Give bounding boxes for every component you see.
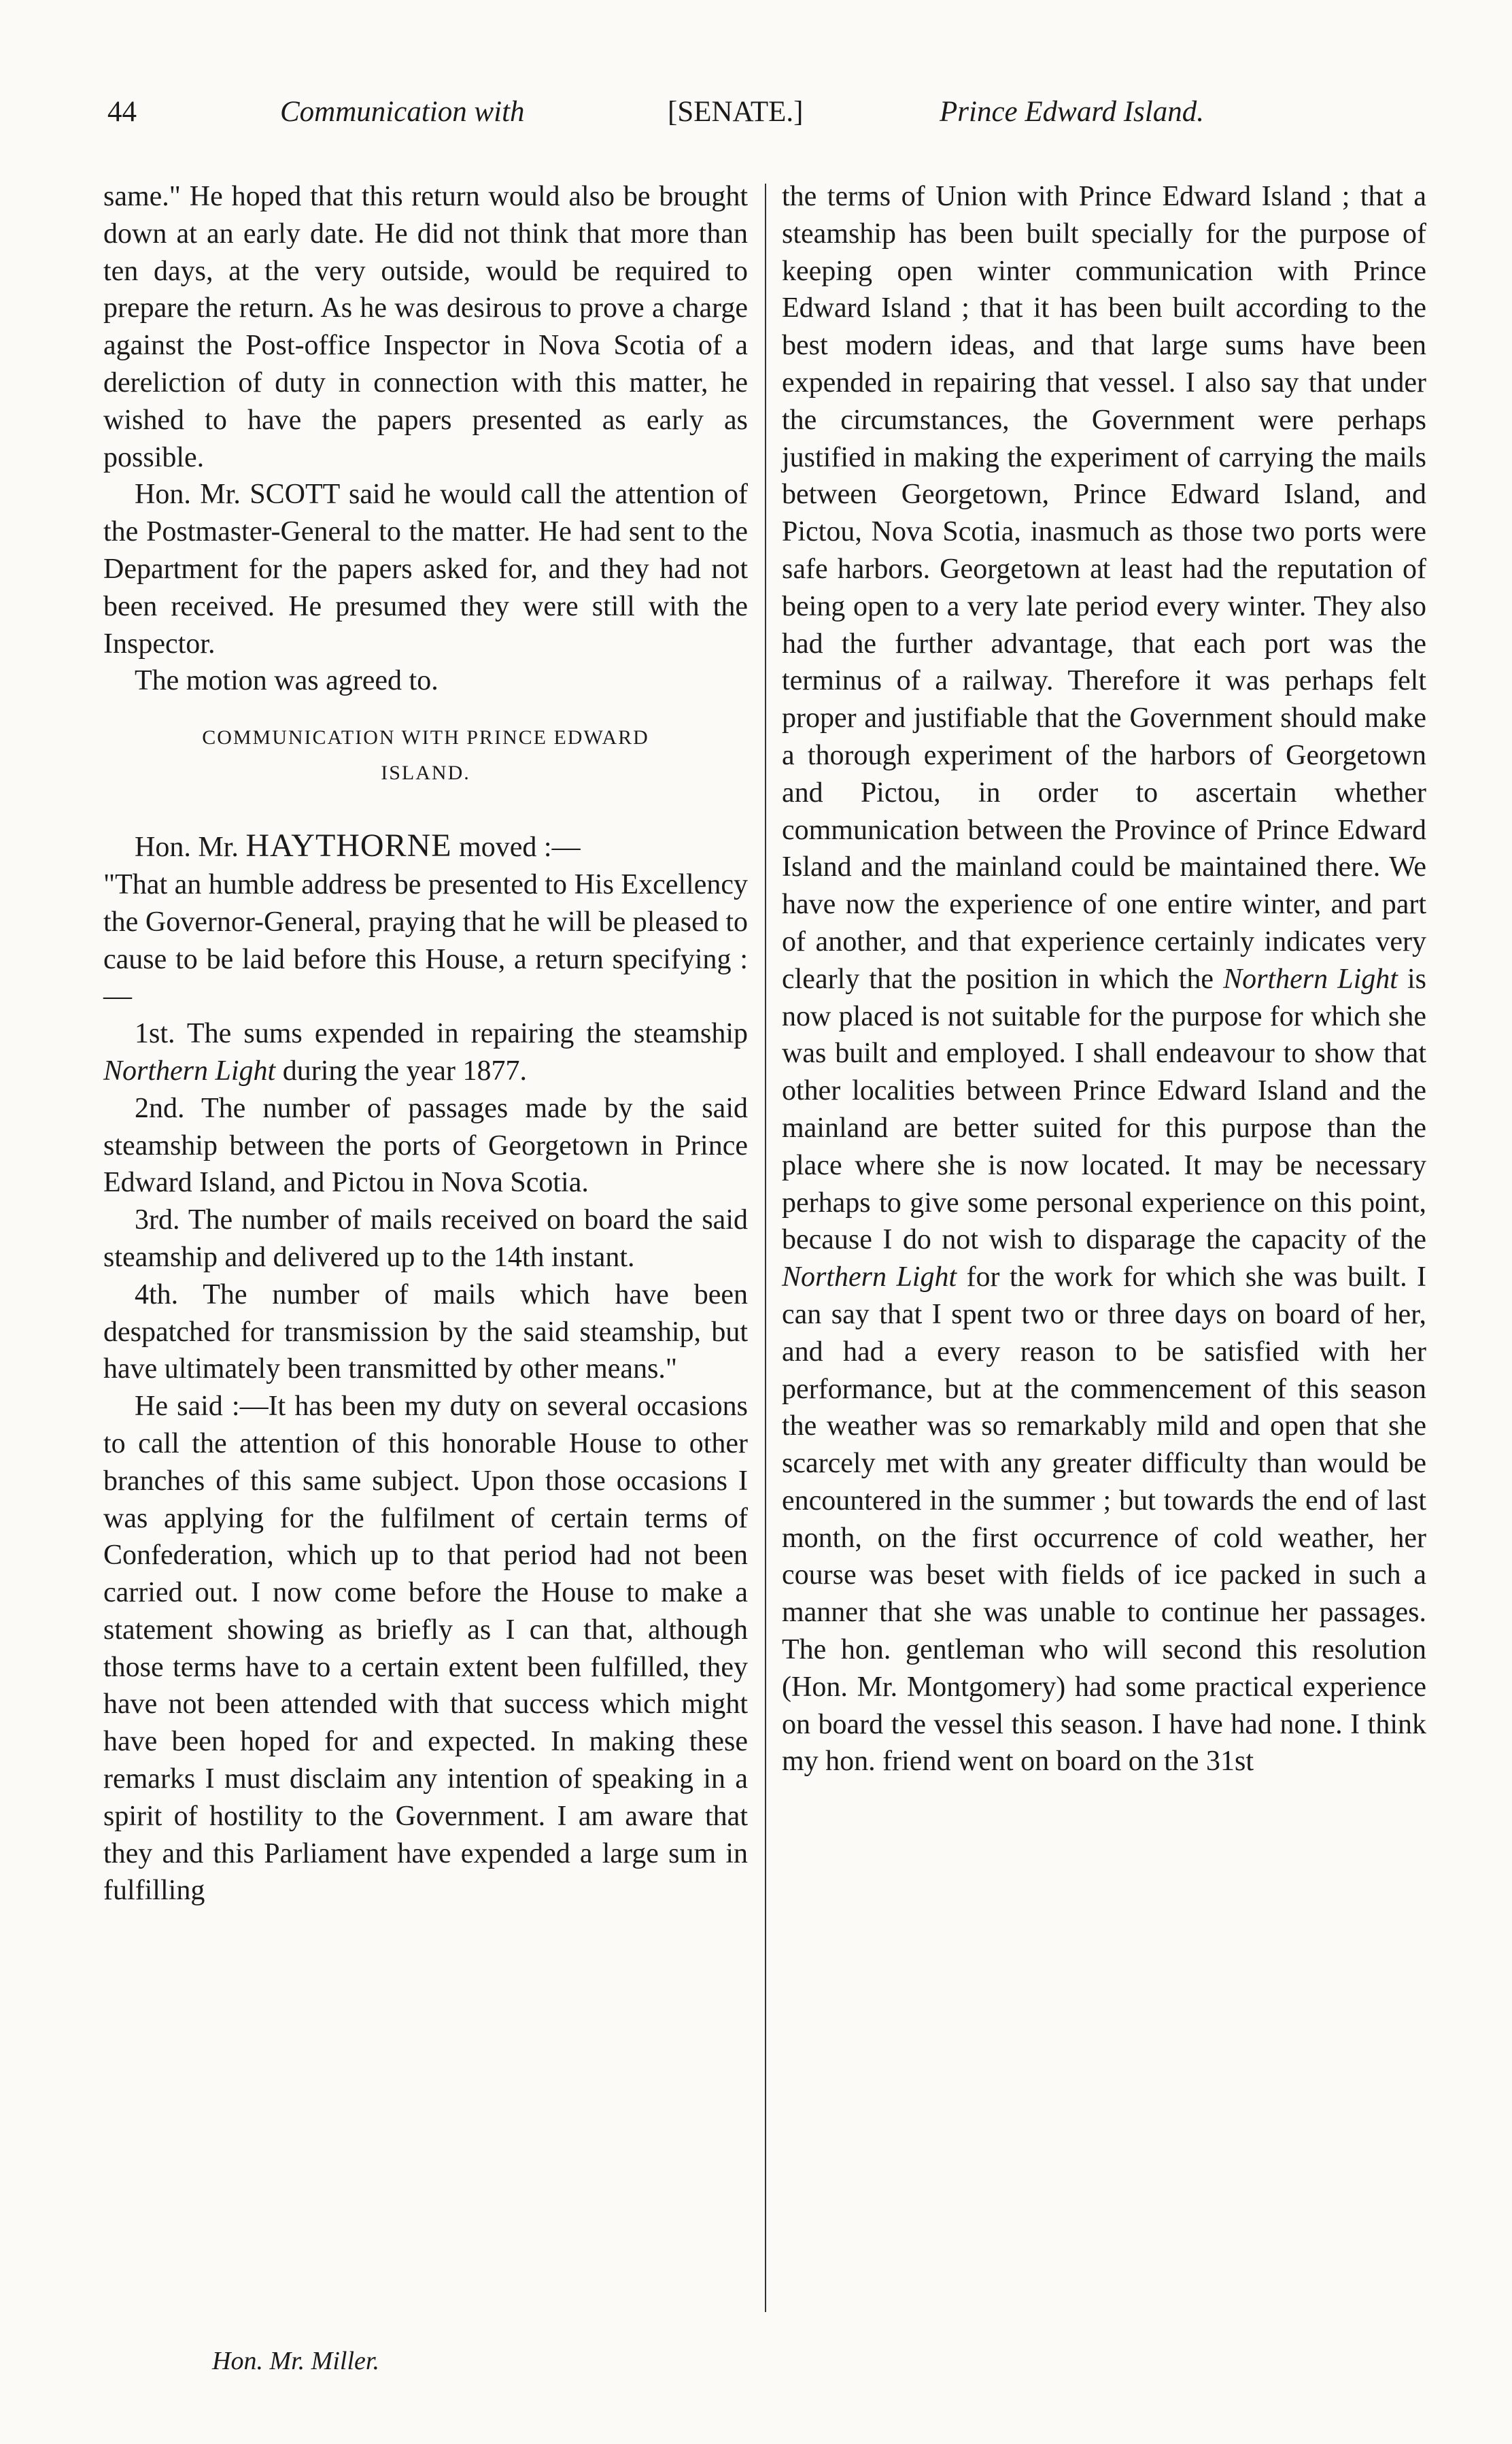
motion-speaker-prefix: Hon. Mr. <box>135 832 246 864</box>
catchword: Hon. Mr. Miller. <box>212 2347 379 2375</box>
right-text-c: for the work for which she was built. I can say that I spent two or three days on board of her, and had a every reason to be satisfied with her performance, but at the commencement of this season the weather was so remarkably mild and open that she scarcely met with any greater difficulty than would be encountered in the summer ; but towards the end of last month, on the first occurrence of cold weather, her course was beset with fields of ice packed in such a manner that she was unable to continue her passages. The hon. gentleman who will second this resolution (Hon. Mr. Montgomery) had some practical experience on board the vessel this season. I have had none. I think my hon. friend went on board on the 31st <box>782 1261 1426 1778</box>
column-divider <box>765 184 766 2312</box>
motion-item-4: 4th. The number of mails which have been despatched for transmission by the said steamship, but have ultimately been transmitted by other means." <box>103 1278 748 1385</box>
motion-speaker-suffix: moved :— <box>451 832 581 864</box>
right-text-a: the terms of Union with Prince Edward Island ; that a steamship has been built specially for the purpose of keeping open winter communication with Prince Edward Island ; that it has been built according to the best modern ideas, and that large sums have been expended in repairing that vessel. I also say that under the circumstances, the Government were perhaps justified in making the experiment of carrying the mails between Georgetown, Prince Edward Island, and Pictou, Nova Scotia, inasmuch as those two ports were safe harbors. Georgetown at least had the reputation of being open to a very late period every winter. They also had the further advantage, that each port was the terminus of a railway. Therefore it was perhaps felt proper and justifiable that the Government should make a thorough experiment of the harbors of Georgetown and Pictou, in order to ascertain whether communication between the Province of Prince Edward Island and the mainland could be maintained there. We have now the experience of one entire winter, and part of another, and that experience certainly indicates very clearly that the position in which the <box>782 181 1426 995</box>
item1-text-a: 1st. The sums expended in repairing the steamship <box>135 1018 748 1050</box>
motion-item-1 <box>103 1015 748 1090</box>
ship-name: Northern Light <box>103 1055 276 1087</box>
item1-text-b: during the year 1877. <box>275 1055 527 1087</box>
paragraph-speech-continued <box>782 178 1426 1780</box>
section-heading-line1: COMMUNICATION WITH PRINCE EDWARD <box>202 726 649 749</box>
left-column <box>103 178 748 1910</box>
paragraph-scott-reply: Hon. Mr. SCOTT said he would call the attention of the Postmaster-General to the matter. He had sent to the Department for the papers asked for, and they had not been received. He presumed they were still with the Inspector. <box>103 479 748 660</box>
paragraph-motion-agreed: The motion was agreed to. <box>135 665 439 697</box>
motion-item-3: 3rd. The number of mails received on board the said steamship and delivered up to the 14th instant. <box>103 1204 748 1273</box>
motion-intro <box>103 828 748 866</box>
section-heading-line2: ISLAND. <box>381 762 470 785</box>
ship-name: Northern Light <box>782 1261 957 1293</box>
ship-name: Northern Light <box>1223 963 1398 995</box>
motion-speaker-name: HAYTHORNE <box>245 828 452 864</box>
right-text-b: is now placed is not suitable for the purpose for which she was built and employed. I shall endeavour to show that other localities between Prince Edward Island and the mainland are better suited for this purpose than the place where she is now located. It may be necessary perhaps to give some personal experience on this point, because I do not wish to disparage the capacity of the <box>782 963 1427 1256</box>
section-heading <box>103 720 748 791</box>
right-column <box>782 178 1426 1780</box>
page-number: 44 <box>107 96 137 128</box>
paragraph-continuation: same." He hoped that this return would also be brought down at an early date. He did not think that more than ten days, at the very outside, would be required to prepare the return. As he was desirous to prove a charge against the Post-office Inspector in Nova Scotia of a dereliction of duty in connection with this matter, he wished to have the papers presented as early as possible. <box>103 181 748 473</box>
paragraph-speech: He said :—It has been my duty on several occasions to call the attention of this honorable House to other branches of this same subject. Upon those occasions I was applying for the fulfilment of certain terms of Confederation, which up to that period had not been carried out. I now come before the House to make a statement showing as briefly as I can that, although those terms have to a certain extent been fulfilled, they have not been attended with that success which might have been hoped for and expected. In making these remarks I must disclaim any intention of speaking in a spirit of hostility to the Government. I am aware that they and this Parliament have expended a large sum in fulfilling <box>103 1391 748 1907</box>
motion-item-2: 2nd. The number of passages made by the said steamship between the ports of Georgetown in Prince Edward Island, and Pictou in Nova Scotia. <box>103 1092 748 1199</box>
motion-text: "That an humble address be presented to His Excellency the Governor-General, praying that he will be pleased to cause to be laid before this House, a return specifying :— <box>103 868 748 1013</box>
running-title-left: Communication with <box>280 96 525 128</box>
running-head <box>102 95 1410 143</box>
running-title-right: Prince Edward Island. <box>940 96 1204 128</box>
chamber-label: [SENATE.] <box>668 96 804 128</box>
